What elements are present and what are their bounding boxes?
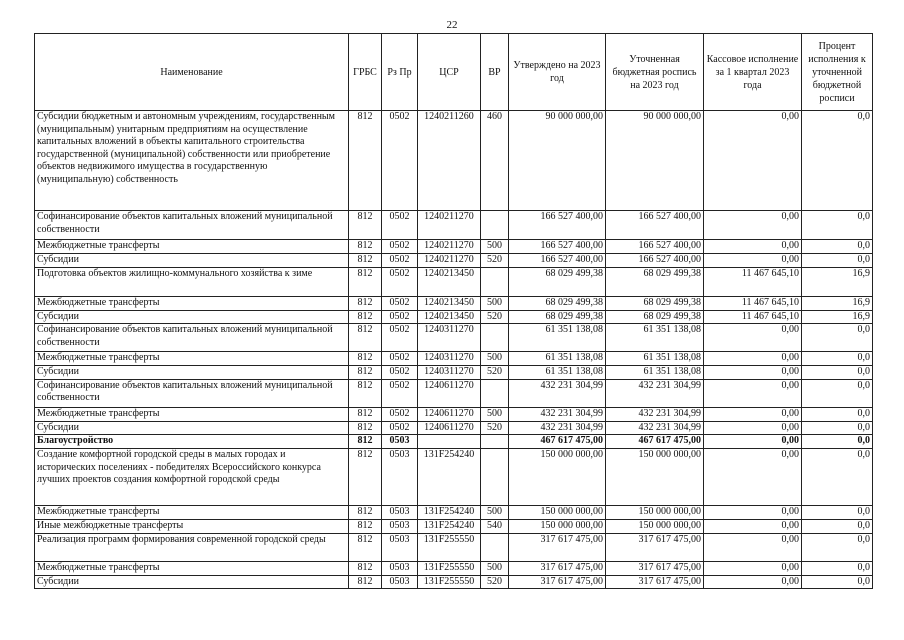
cell-rzpr: 0503 [382, 505, 418, 519]
cell-approved: 68 029 499,38 [509, 296, 606, 310]
cell-percent: 0,0 [802, 379, 873, 407]
cell-rzpr: 0502 [382, 421, 418, 435]
cell-cash: 0,00 [704, 379, 802, 407]
cell-percent: 0,0 [802, 352, 873, 366]
cell-vr: 520 [481, 310, 509, 324]
cell-cash: 0,00 [704, 111, 802, 211]
cell-percent: 16,9 [802, 310, 873, 324]
header-percent: Процент исполнения к уточненной бюджетной росписи [802, 34, 873, 111]
cell-vr: 500 [481, 505, 509, 519]
cell-cash: 0,00 [704, 448, 802, 505]
cell-percent: 0,0 [802, 505, 873, 519]
cell-approved: 467 617 475,00 [509, 435, 606, 449]
cell-csr: 1240211270 [418, 254, 481, 268]
cell-approved: 166 527 400,00 [509, 240, 606, 254]
cell-refined: 68 029 499,38 [606, 267, 704, 296]
cell-csr: 131F254240 [418, 519, 481, 533]
cell-rzpr: 0502 [382, 240, 418, 254]
cell-percent: 16,9 [802, 267, 873, 296]
cell-grbs: 812 [349, 267, 382, 296]
cell-grbs: 812 [349, 366, 382, 380]
cell-approved: 61 351 138,08 [509, 324, 606, 352]
table-row [35, 240, 873, 254]
cell-name: Субсидии [35, 366, 349, 380]
cell-refined: 166 527 400,00 [606, 211, 704, 240]
cell-cash: 0,00 [704, 519, 802, 533]
cell-cash: 0,00 [704, 324, 802, 352]
cell-refined: 432 231 304,99 [606, 379, 704, 407]
cell-approved: 432 231 304,99 [509, 379, 606, 407]
cell-cash: 0,00 [704, 505, 802, 519]
cell-rzpr: 0502 [382, 352, 418, 366]
cell-vr [481, 379, 509, 407]
cell-approved: 61 351 138,08 [509, 366, 606, 380]
cell-rzpr: 0502 [382, 111, 418, 211]
cell-csr: 1240211270 [418, 240, 481, 254]
cell-vr: 500 [481, 240, 509, 254]
cell-approved: 166 527 400,00 [509, 254, 606, 268]
cell-vr [481, 435, 509, 449]
cell-approved: 61 351 138,08 [509, 352, 606, 366]
cell-rzpr: 0502 [382, 324, 418, 352]
cell-approved: 166 527 400,00 [509, 211, 606, 240]
table-row [35, 324, 873, 352]
cell-csr: 1240211270 [418, 211, 481, 240]
table-row [35, 352, 873, 366]
cell-approved: 432 231 304,99 [509, 407, 606, 421]
cell-percent: 0,0 [802, 435, 873, 449]
cell-name: Межбюджетные трансферты [35, 561, 349, 575]
cell-grbs: 812 [349, 310, 382, 324]
header-name: Наименование [35, 34, 349, 111]
cell-approved: 90 000 000,00 [509, 111, 606, 211]
table-row [35, 519, 873, 533]
cell-csr: 1240611270 [418, 379, 481, 407]
cell-vr: 500 [481, 296, 509, 310]
cell-grbs: 812 [349, 211, 382, 240]
cell-vr: 520 [481, 575, 509, 589]
cell-approved: 317 617 475,00 [509, 561, 606, 575]
cell-rzpr: 0502 [382, 379, 418, 407]
cell-percent: 0,0 [802, 519, 873, 533]
cell-grbs: 812 [349, 324, 382, 352]
table-row [35, 407, 873, 421]
cell-vr [481, 324, 509, 352]
cell-name: Софинансирование объектов капитальных вложений муниципальной собственности [35, 379, 349, 407]
cell-vr: 520 [481, 421, 509, 435]
cell-csr: 131F255550 [418, 575, 481, 589]
table-body [35, 111, 873, 589]
cell-csr: 1240311270 [418, 352, 481, 366]
cell-rzpr: 0502 [382, 296, 418, 310]
cell-refined: 166 527 400,00 [606, 254, 704, 268]
budget-table [34, 33, 873, 589]
cell-grbs: 812 [349, 575, 382, 589]
cell-vr: 520 [481, 254, 509, 268]
cell-refined: 68 029 499,38 [606, 296, 704, 310]
cell-cash: 11 467 645,10 [704, 267, 802, 296]
header-approved: Утверждено на 2023 год [509, 34, 606, 111]
cell-rzpr: 0503 [382, 575, 418, 589]
cell-refined: 61 351 138,08 [606, 366, 704, 380]
cell-name: Благоустройство [35, 435, 349, 449]
cell-cash: 0,00 [704, 533, 802, 561]
cell-vr: 460 [481, 111, 509, 211]
page-number: 22 [446, 19, 458, 31]
table-row [35, 561, 873, 575]
cell-vr [481, 448, 509, 505]
cell-approved: 150 000 000,00 [509, 519, 606, 533]
header-csr: ЦСР [418, 34, 481, 111]
cell-name: Софинансирование объектов капитальных вложений муниципальной собственности [35, 211, 349, 240]
table-row [35, 366, 873, 380]
cell-approved: 317 617 475,00 [509, 533, 606, 561]
cell-refined: 150 000 000,00 [606, 448, 704, 505]
cell-vr: 540 [481, 519, 509, 533]
cell-csr: 1240611270 [418, 421, 481, 435]
cell-rzpr: 0502 [382, 310, 418, 324]
cell-refined: 467 617 475,00 [606, 435, 704, 449]
cell-csr: 1240311270 [418, 324, 481, 352]
cell-csr [418, 435, 481, 449]
cell-grbs: 812 [349, 561, 382, 575]
cell-approved: 317 617 475,00 [509, 575, 606, 589]
cell-refined: 432 231 304,99 [606, 421, 704, 435]
cell-vr: 500 [481, 407, 509, 421]
cell-approved: 150 000 000,00 [509, 448, 606, 505]
cell-name: Создание комфортной городской среды в малых городах и исторических поселениях - победителях Всероссийского конкурса лучших проектов создания комфортной городской среды [35, 448, 349, 505]
cell-rzpr: 0502 [382, 211, 418, 240]
cell-refined: 432 231 304,99 [606, 407, 704, 421]
cell-percent: 0,0 [802, 421, 873, 435]
cell-cash: 0,00 [704, 575, 802, 589]
cell-refined: 90 000 000,00 [606, 111, 704, 211]
cell-approved: 68 029 499,38 [509, 267, 606, 296]
cell-refined: 166 527 400,00 [606, 240, 704, 254]
cell-rzpr: 0503 [382, 533, 418, 561]
cell-percent: 0,0 [802, 407, 873, 421]
table-row [35, 211, 873, 240]
cell-cash: 0,00 [704, 352, 802, 366]
cell-csr: 1240213450 [418, 267, 481, 296]
header-refined: Уточненная бюджетная роспись на 2023 год [606, 34, 704, 111]
cell-cash: 11 467 645,10 [704, 296, 802, 310]
cell-grbs: 812 [349, 435, 382, 449]
cell-rzpr: 0503 [382, 448, 418, 505]
cell-grbs: 812 [349, 421, 382, 435]
cell-refined: 150 000 000,00 [606, 505, 704, 519]
cell-grbs: 812 [349, 254, 382, 268]
table-row [35, 379, 873, 407]
cell-vr [481, 533, 509, 561]
cell-name: Субсидии [35, 310, 349, 324]
header-grbs: ГРБС [349, 34, 382, 111]
cell-rzpr: 0502 [382, 254, 418, 268]
cell-percent: 0,0 [802, 240, 873, 254]
cell-vr: 500 [481, 352, 509, 366]
cell-rzpr: 0502 [382, 366, 418, 380]
cell-csr: 1240213450 [418, 296, 481, 310]
cell-grbs: 812 [349, 448, 382, 505]
cell-grbs: 812 [349, 296, 382, 310]
cell-rzpr: 0503 [382, 519, 418, 533]
header-rzpr: Рз Пр [382, 34, 418, 111]
cell-rzpr: 0502 [382, 267, 418, 296]
cell-refined: 61 351 138,08 [606, 352, 704, 366]
cell-csr: 1240311270 [418, 366, 481, 380]
cell-percent: 0,0 [802, 533, 873, 561]
cell-cash: 0,00 [704, 407, 802, 421]
table-row [35, 254, 873, 268]
table-row [35, 533, 873, 561]
cell-name: Реализация программ формирования современной городской среды [35, 533, 349, 561]
cell-vr [481, 267, 509, 296]
cell-refined: 150 000 000,00 [606, 519, 704, 533]
cell-percent: 0,0 [802, 561, 873, 575]
table-row [35, 421, 873, 435]
cell-name: Межбюджетные трансферты [35, 240, 349, 254]
cell-name: Субсидии [35, 421, 349, 435]
cell-percent: 0,0 [802, 254, 873, 268]
cell-percent: 0,0 [802, 575, 873, 589]
cell-csr: 1240213450 [418, 310, 481, 324]
table-row [35, 310, 873, 324]
cell-percent: 0,0 [802, 448, 873, 505]
cell-grbs: 812 [349, 533, 382, 561]
cell-grbs: 812 [349, 240, 382, 254]
cell-name: Иные межбюджетные трансферты [35, 519, 349, 533]
cell-refined: 61 351 138,08 [606, 324, 704, 352]
cell-percent: 0,0 [802, 111, 873, 211]
cell-percent: 0,0 [802, 366, 873, 380]
cell-refined: 317 617 475,00 [606, 575, 704, 589]
table-row [35, 575, 873, 589]
cell-approved: 150 000 000,00 [509, 505, 606, 519]
cell-vr: 520 [481, 366, 509, 380]
cell-vr [481, 211, 509, 240]
cell-refined: 317 617 475,00 [606, 561, 704, 575]
cell-csr: 1240611270 [418, 407, 481, 421]
cell-name: Субсидии бюджетным и автономным учреждениям, государственным (муниципальным) унитарным предприятиям на осуществление капитальных вложений в объекты капитального строительства государственной (муниципальной) собственности или приобретение объектов недвижимого имущества в государственную (муниципальную) собственность [35, 111, 349, 211]
table-row [35, 111, 873, 211]
cell-csr: 131F254240 [418, 448, 481, 505]
table-row [35, 296, 873, 310]
cell-grbs: 812 [349, 379, 382, 407]
cell-cash: 0,00 [704, 211, 802, 240]
cell-csr: 1240211260 [418, 111, 481, 211]
cell-approved: 68 029 499,38 [509, 310, 606, 324]
table-row [35, 267, 873, 296]
cell-vr: 500 [481, 561, 509, 575]
cell-grbs: 812 [349, 505, 382, 519]
cell-name: Субсидии [35, 254, 349, 268]
table-row [35, 448, 873, 505]
cell-name: Межбюджетные трансферты [35, 296, 349, 310]
cell-name: Межбюджетные трансферты [35, 352, 349, 366]
cell-csr: 131F255550 [418, 533, 481, 561]
cell-rzpr: 0502 [382, 407, 418, 421]
table-header-row [35, 34, 873, 111]
table-row [35, 435, 873, 449]
cell-refined: 317 617 475,00 [606, 533, 704, 561]
cell-csr: 131F254240 [418, 505, 481, 519]
cell-cash: 0,00 [704, 254, 802, 268]
cell-grbs: 812 [349, 111, 382, 211]
cell-cash: 11 467 645,10 [704, 310, 802, 324]
cell-cash: 0,00 [704, 421, 802, 435]
cell-cash: 0,00 [704, 366, 802, 380]
cell-name: Подготовка объектов жилищно-коммунального хозяйства к зиме [35, 267, 349, 296]
cell-rzpr: 0503 [382, 561, 418, 575]
cell-name: Субсидии [35, 575, 349, 589]
cell-grbs: 812 [349, 352, 382, 366]
cell-refined: 68 029 499,38 [606, 310, 704, 324]
header-cash: Кассовое исполнение за 1 квартал 2023 года [704, 34, 802, 111]
cell-name: Межбюджетные трансферты [35, 505, 349, 519]
cell-name: Межбюджетные трансферты [35, 407, 349, 421]
cell-cash: 0,00 [704, 561, 802, 575]
cell-percent: 0,0 [802, 324, 873, 352]
table-row [35, 505, 873, 519]
cell-cash: 0,00 [704, 240, 802, 254]
header-vr: ВР [481, 34, 509, 111]
cell-percent: 0,0 [802, 211, 873, 240]
cell-name: Софинансирование объектов капитальных вложений муниципальной собственности [35, 324, 349, 352]
cell-csr: 131F255550 [418, 561, 481, 575]
cell-approved: 432 231 304,99 [509, 421, 606, 435]
cell-grbs: 812 [349, 407, 382, 421]
cell-cash: 0,00 [704, 435, 802, 449]
cell-grbs: 812 [349, 519, 382, 533]
cell-percent: 16,9 [802, 296, 873, 310]
cell-rzpr: 0503 [382, 435, 418, 449]
